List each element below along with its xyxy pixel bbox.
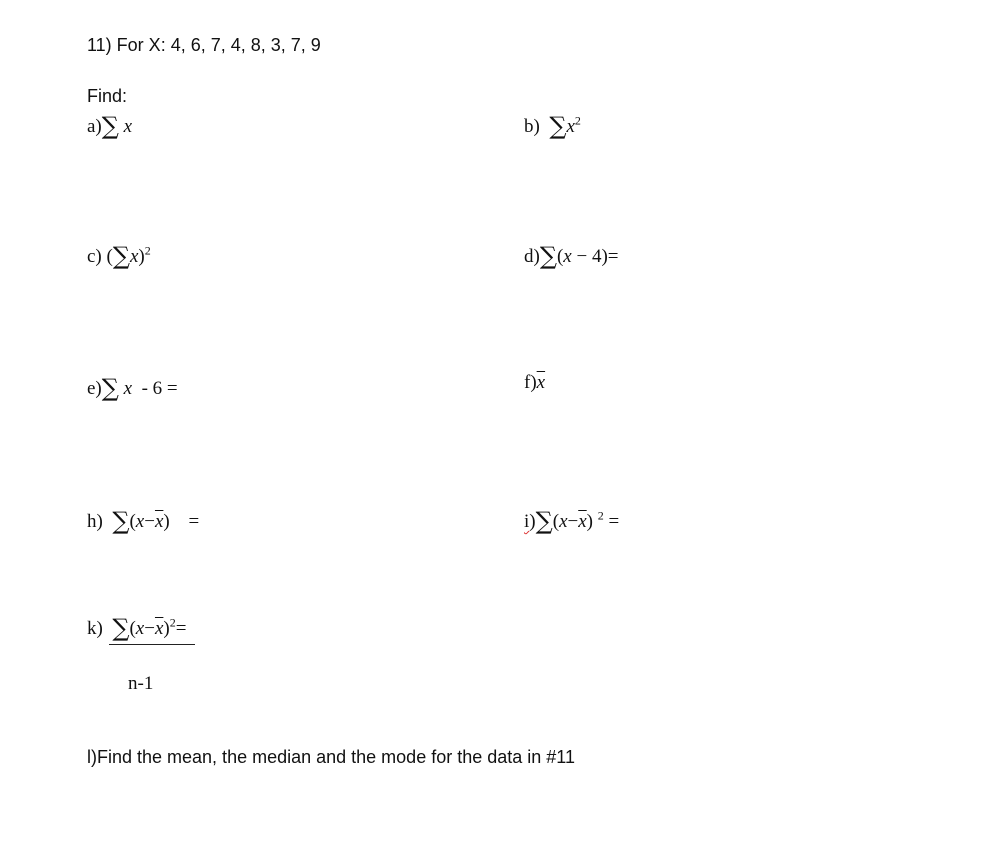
item-i-minus: − bbox=[567, 511, 579, 532]
item-k-eq: = bbox=[175, 618, 187, 639]
item-e-rest: - 6 = bbox=[141, 378, 178, 399]
item-i-exponent: 2 bbox=[597, 508, 604, 523]
item-f bbox=[524, 372, 545, 394]
item-k-label: k) bbox=[87, 618, 103, 639]
item-i-label-letter: i bbox=[524, 511, 530, 532]
sigma-symbol: ∑ bbox=[535, 507, 553, 535]
item-b bbox=[524, 110, 581, 138]
item-d-eq: = bbox=[607, 246, 619, 267]
item-e bbox=[87, 372, 178, 400]
item-a-label: a) bbox=[87, 116, 102, 137]
item-d-minus: − bbox=[576, 246, 588, 267]
item-k-minus: − bbox=[144, 618, 155, 639]
sigma-symbol: ∑ bbox=[112, 507, 130, 535]
item-e-label: e) bbox=[87, 378, 102, 399]
sigma-symbol: ∑ bbox=[549, 112, 567, 140]
item-a-expr: x bbox=[123, 116, 133, 137]
item-i-xbar: $\overline{x}$ bbox=[578, 511, 587, 532]
item-c-var: x bbox=[129, 246, 139, 267]
item-i-var: x bbox=[559, 511, 568, 532]
item-c bbox=[87, 240, 151, 268]
item-c-exponent: 2 bbox=[144, 243, 151, 258]
item-h bbox=[87, 505, 199, 533]
item-i bbox=[524, 505, 619, 533]
item-d-open: ( bbox=[556, 246, 564, 267]
item-k bbox=[87, 612, 186, 640]
item-d-label: d) bbox=[524, 246, 540, 267]
item-e-var: x bbox=[123, 378, 133, 399]
item-k-open: ( bbox=[129, 618, 136, 639]
item-c-label: c) bbox=[87, 246, 102, 267]
item-h-xbar: $\overline{x}$ bbox=[154, 511, 164, 532]
item-h-open: ( bbox=[129, 511, 136, 532]
item-f-label: f) bbox=[524, 372, 537, 393]
item-k-xbar: $\overline{x}$ bbox=[154, 618, 164, 639]
item-h-close: ) bbox=[163, 511, 170, 532]
item-c-close: ) bbox=[138, 246, 145, 267]
item-b-base: x bbox=[566, 116, 575, 137]
item-c-open: ( bbox=[106, 246, 113, 267]
sigma-symbol: ∑ bbox=[101, 374, 119, 402]
item-k-exponent: 2 bbox=[169, 615, 176, 630]
item-f-xbar: $\overline{x}$ bbox=[536, 372, 546, 393]
sigma-symbol: ∑ bbox=[112, 242, 130, 270]
item-k-close: ) bbox=[163, 618, 170, 639]
item-h-eq: = bbox=[188, 511, 200, 532]
item-d-close: ) bbox=[601, 246, 608, 267]
item-d-num: 4 bbox=[591, 246, 602, 267]
sigma-symbol: ∑ bbox=[539, 242, 557, 270]
find-label: Find: bbox=[87, 86, 128, 106]
item-k-var: x bbox=[135, 618, 145, 639]
item-i-open: ( bbox=[552, 511, 560, 532]
item-i-label-paren: ) bbox=[529, 511, 536, 532]
item-i-close: ) bbox=[586, 511, 593, 532]
final-question: l)Find the mean, the median and the mode for the data in #11 bbox=[87, 747, 575, 767]
item-b-exponent: 2 bbox=[574, 113, 581, 128]
item-b-label: b) bbox=[524, 116, 540, 137]
item-h-label: h) bbox=[87, 511, 103, 532]
sigma-symbol: ∑ bbox=[101, 112, 119, 140]
item-d bbox=[524, 240, 619, 268]
question-title: 11) For X: 4, 6, 7, 4, 8, 3, 7, 9 bbox=[87, 35, 321, 55]
sigma-symbol: ∑ bbox=[112, 614, 130, 642]
item-a bbox=[87, 110, 132, 138]
item-k-denominator: n-1 bbox=[128, 673, 154, 694]
item-h-var: x bbox=[135, 511, 145, 532]
item-d-var: x bbox=[563, 246, 572, 267]
item-i-eq: = bbox=[608, 511, 620, 532]
fraction-line bbox=[109, 644, 195, 645]
item-h-minus: − bbox=[144, 511, 155, 532]
